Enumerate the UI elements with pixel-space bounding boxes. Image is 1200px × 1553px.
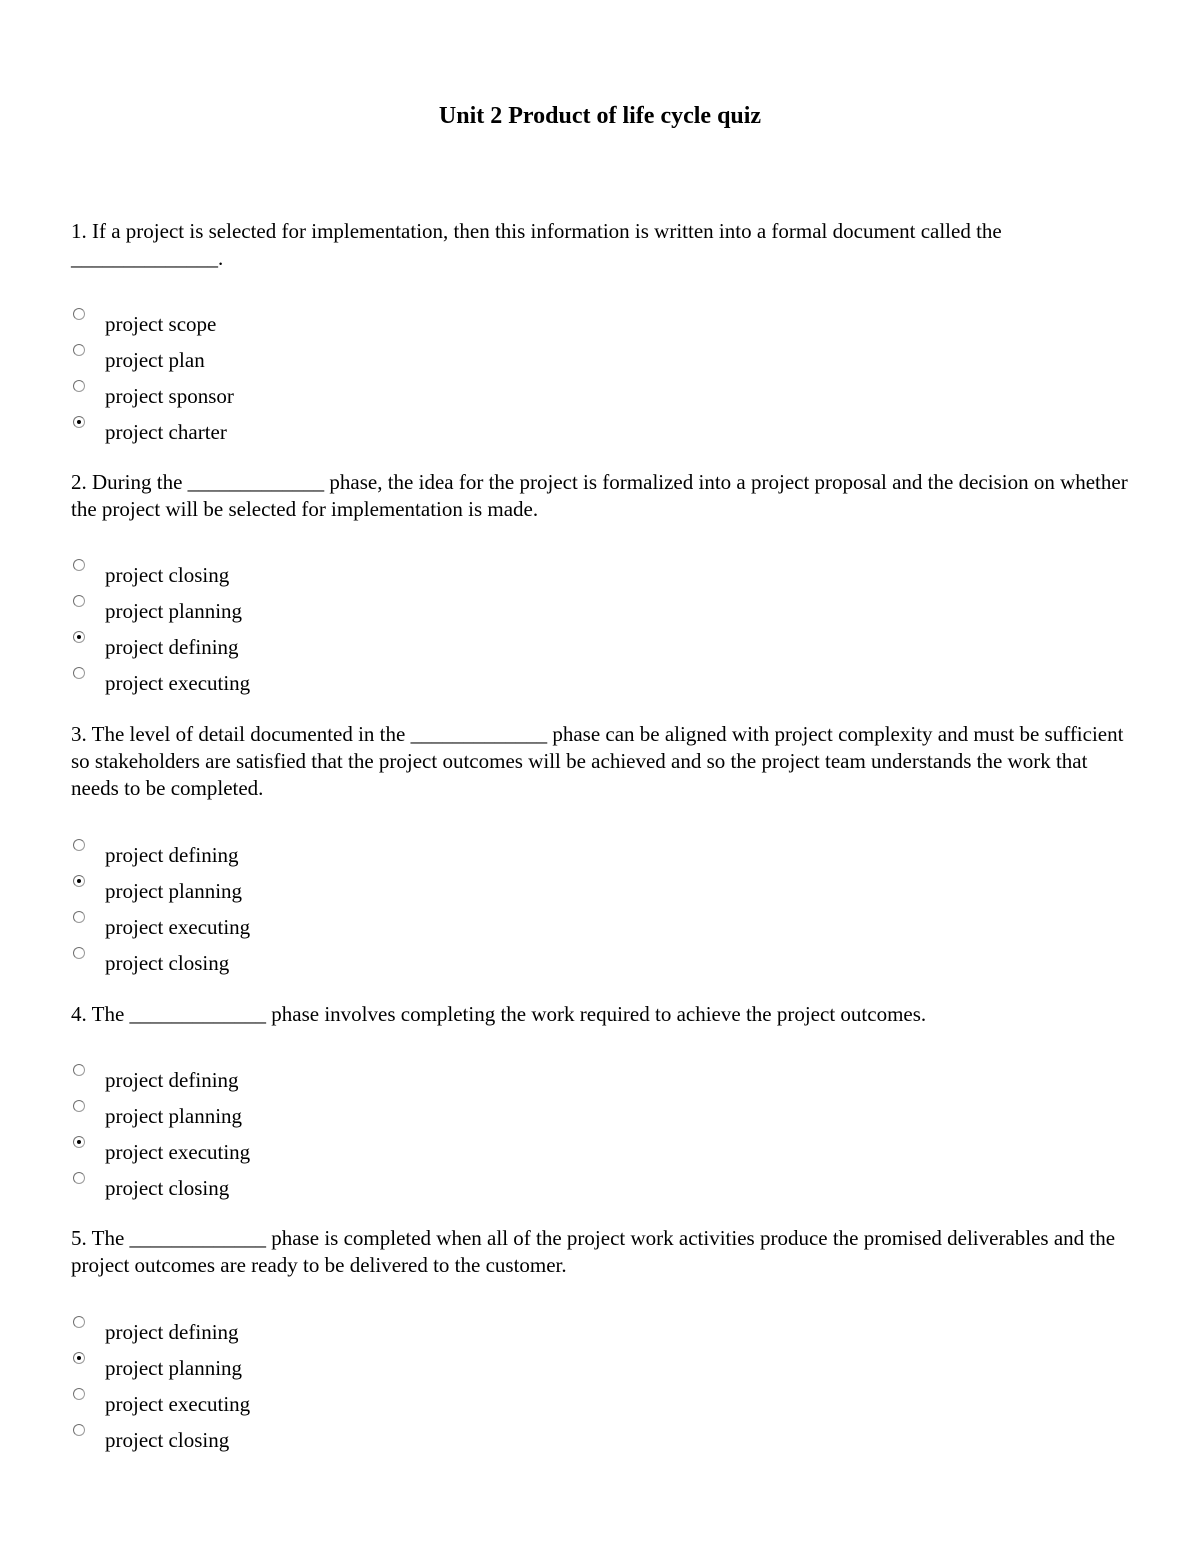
option-project-planning[interactable]: [71, 1096, 671, 1132]
radio-button[interactable]: [73, 667, 85, 679]
option-project-closing[interactable]: [71, 1168, 671, 1204]
radio-button[interactable]: [73, 947, 85, 959]
option-project-charter[interactable]: [71, 412, 671, 448]
question-1-options: [71, 304, 671, 448]
question-3-options: [71, 835, 671, 979]
radio-button[interactable]: [73, 1424, 85, 1436]
radio-button[interactable]: [73, 911, 85, 923]
radio-button[interactable]: [73, 380, 85, 392]
radio-button[interactable]: [73, 1064, 85, 1076]
option-label: project charter: [105, 420, 227, 444]
question-2-options: [71, 555, 671, 699]
question-4-options: [71, 1060, 671, 1204]
option-label: project planning: [105, 599, 243, 623]
option-label: project closing: [105, 1176, 230, 1200]
option-project-defining[interactable]: [71, 1312, 671, 1348]
radio-button[interactable]: [73, 1316, 85, 1328]
option-label: project executing: [105, 671, 251, 695]
option-project-executing[interactable]: [71, 663, 671, 699]
radio-button[interactable]: [73, 1100, 85, 1112]
option-project-defining[interactable]: [71, 835, 671, 871]
question-3-text: 3. The level of detail documented in the _____________ phase can be aligned with project complexity and must be sufficient so stakeholders are satisfied that the project outcomes will be achieved and so the project team understands the work that needs to be completed.: [71, 722, 1124, 800]
option-project-executing[interactable]: [71, 1384, 671, 1420]
option-label: project scope: [105, 312, 217, 336]
radio-button[interactable]: [73, 1388, 85, 1400]
option-label: project executing: [105, 915, 251, 939]
option-label: project closing: [105, 951, 230, 975]
radio-button[interactable]: [73, 839, 85, 851]
radio-button[interactable]: [73, 308, 85, 320]
radio-button[interactable]: [73, 416, 85, 428]
option-project-planning[interactable]: [71, 871, 671, 907]
option-label: project closing: [105, 1428, 230, 1452]
option-project-planning[interactable]: [71, 591, 671, 627]
radio-button[interactable]: [73, 1172, 85, 1184]
question-4-text: 4. The _____________ phase involves completing the work required to achieve the project outcomes.: [71, 1002, 927, 1026]
option-label: project defining: [105, 1320, 239, 1344]
option-project-closing[interactable]: [71, 555, 671, 591]
question-2-text: 2. During the _____________ phase, the idea for the project is formalized into a project proposal and the decision on whether the project will be selected for implementation is made.: [71, 470, 1128, 521]
option-label: project planning: [105, 1104, 243, 1128]
option-project-closing[interactable]: [71, 1420, 671, 1456]
option-label: project plan: [105, 348, 205, 372]
option-project-plan[interactable]: [71, 340, 671, 376]
option-label: project executing: [105, 1392, 251, 1416]
option-label: project defining: [105, 843, 239, 867]
option-project-executing[interactable]: [71, 1132, 671, 1168]
option-label: project executing: [105, 1140, 251, 1164]
option-project-scope[interactable]: [71, 304, 671, 340]
option-project-defining[interactable]: [71, 627, 671, 663]
question-1-text: 1. If a project is selected for implementation, then this information is written into a formal document called the ______________.: [71, 219, 1002, 270]
option-project-closing[interactable]: [71, 943, 671, 979]
option-label: project planning: [105, 1356, 243, 1380]
question-5-options: [71, 1312, 671, 1456]
radio-button[interactable]: [73, 559, 85, 571]
option-project-executing[interactable]: [71, 907, 671, 943]
radio-button[interactable]: [73, 1352, 85, 1364]
page-title: Unit 2 Product of life cycle quiz: [438, 103, 762, 129]
radio-button[interactable]: [73, 875, 85, 887]
radio-button[interactable]: [73, 344, 85, 356]
radio-button[interactable]: [73, 1136, 85, 1148]
radio-button[interactable]: [73, 595, 85, 607]
option-label: project defining: [105, 1068, 239, 1092]
option-project-sponsor[interactable]: [71, 376, 671, 412]
option-label: project planning: [105, 879, 243, 903]
option-label: project defining: [105, 635, 239, 659]
radio-button[interactable]: [73, 631, 85, 643]
question-5-text: 5. The _____________ phase is completed when all of the project work activities produce the promised deliverables and the project outcomes are ready to be delivered to the customer.: [71, 1226, 1116, 1277]
option-project-planning[interactable]: [71, 1348, 671, 1384]
option-label: project closing: [105, 563, 230, 587]
option-label: project sponsor: [105, 384, 234, 408]
option-project-defining[interactable]: [71, 1060, 671, 1096]
